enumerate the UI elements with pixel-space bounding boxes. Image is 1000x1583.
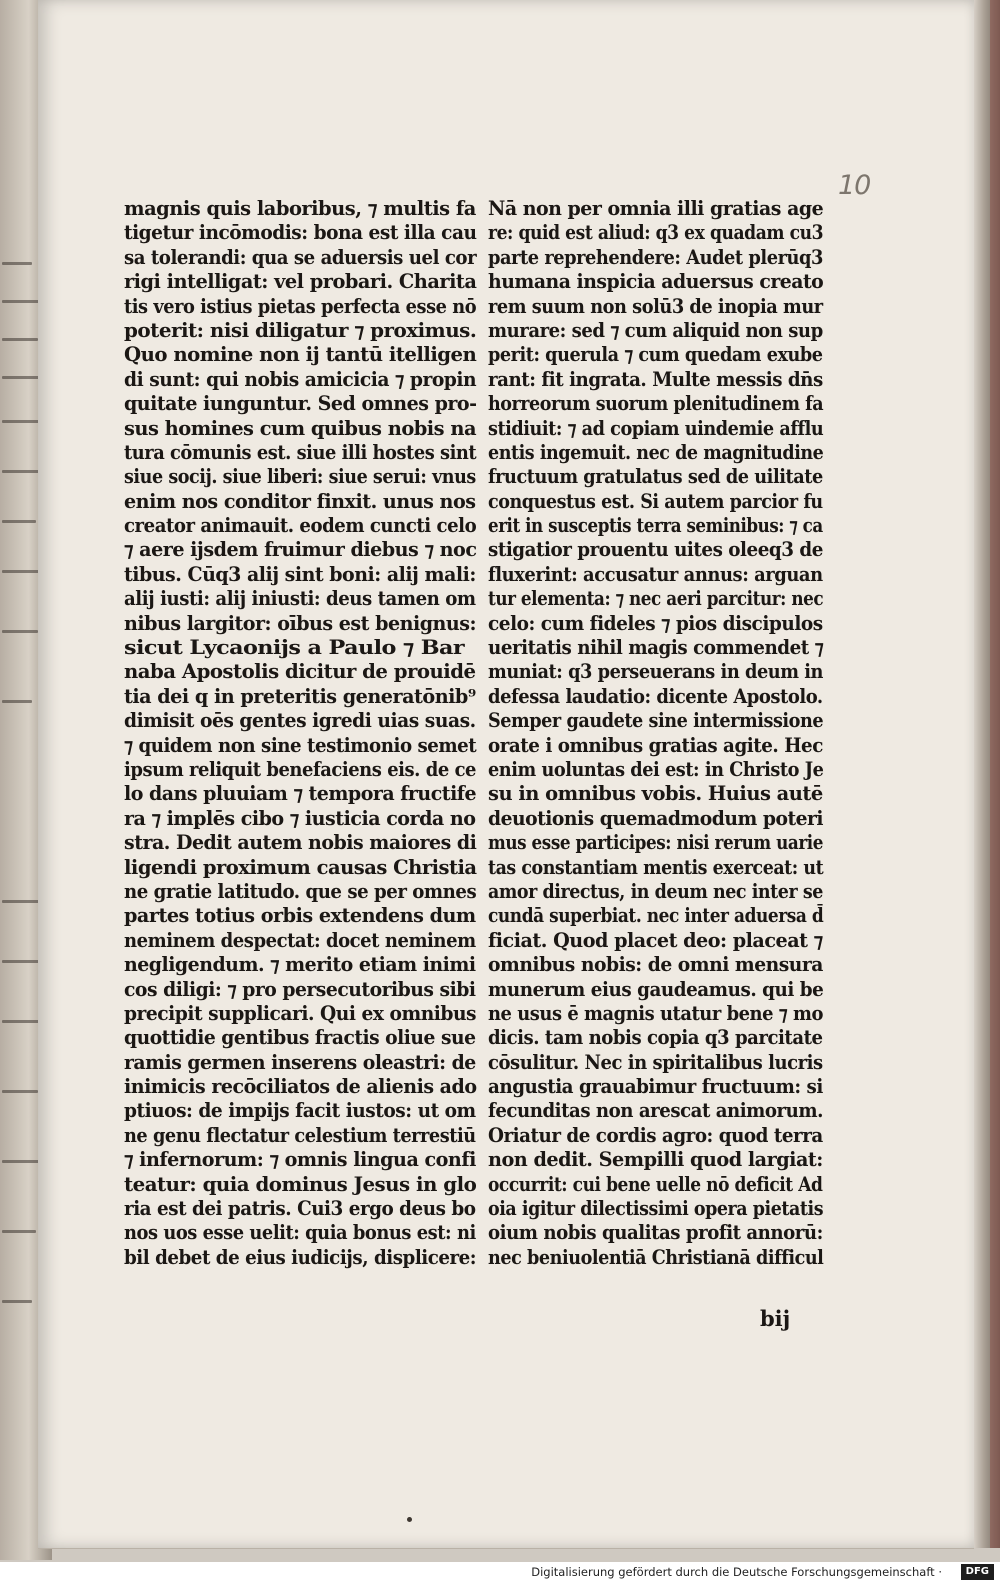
text-line: sa tolerandi: qua se aduersis uel cor xyxy=(124,245,477,269)
text-line: ⁊ aere ijsdem fruimur diebus ⁊ noc xyxy=(124,538,477,562)
text-line: ptiuos: de impijs facit iustos: ut om xyxy=(124,1099,476,1123)
text-line: dicis. tam nobis copia q3 parcitate xyxy=(488,1026,823,1050)
page-edge-right xyxy=(974,0,1000,1548)
text-line: omnibus nobis: de omni mensura xyxy=(488,953,823,977)
text-line: erit in susceptis terra seminibus: ⁊ ca xyxy=(488,514,823,538)
text-line: creator animauit. eodem cuncti celo xyxy=(124,514,477,538)
signature-mark: bij xyxy=(760,1306,791,1331)
text-line: ⁊ infernorum: ⁊ omnis lingua confi xyxy=(124,1148,476,1172)
text-line: tur elementa: ⁊ nec aeri parcitur: nec xyxy=(488,587,824,611)
text-line: ⁊ quidem non sine testimonio semet xyxy=(124,733,477,757)
text-line: bil debet de eius iudicijs, displicere: xyxy=(124,1245,477,1269)
text-line: tura cōmunis est. siue illi hostes sint xyxy=(124,440,477,464)
text-line: siue socij. siue liberi: siue serui: vnus xyxy=(124,465,476,489)
text-line: ramis germen inserens oleastri: de xyxy=(124,1050,476,1074)
text-line: stra. Dedit autem nobis maiores di xyxy=(124,831,477,855)
text-line: ne genu flectatur celestium terrestiū xyxy=(124,1123,476,1147)
text-line: fluxerint: accusatur annus: arguan xyxy=(488,562,823,586)
text-line: angustia grauabimur fructuum: si xyxy=(488,1075,823,1099)
text-line: stidiuit: ⁊ ad copiam uindemie afflu xyxy=(488,416,824,440)
text-line: cōsulitur. Nec in spiritalibus lucris xyxy=(488,1050,823,1074)
text-line: Nā non per omnia illi gratias age xyxy=(488,197,824,220)
text-line: ueritatis nihil magis commendet ⁊ xyxy=(488,636,824,660)
text-line: quitate iunguntur. Sed omnes pro- xyxy=(124,392,477,416)
text-line: tigetur incōmodis: bona est illa cau xyxy=(124,221,477,245)
text-line: non dedit. Sempilli quod largiat: xyxy=(488,1148,823,1172)
text-line: su in omnibus vobis. Huius autē xyxy=(488,782,823,806)
text-line: perit: querula ⁊ cum quedam exube xyxy=(488,343,823,367)
text-line: defessa laudatio: dicente Apostolo. xyxy=(488,684,823,708)
text-line: Semper gaudete sine intermissione xyxy=(488,709,824,733)
folio-number: 10 xyxy=(838,170,871,201)
text-line: re: quid est aliud: q3 ex quadam cu3 xyxy=(488,221,824,245)
text-line: ria est dei patris. Cui3 ergo deus bo xyxy=(124,1197,476,1221)
text-line: rem suum non solū3 de inopia mur xyxy=(488,294,823,318)
text-line: ra ⁊ implēs cibo ⁊ iusticia corda no xyxy=(124,806,476,830)
text-line: nibus largitor: oībus est benignus: xyxy=(124,611,477,635)
text-line: magnis quis laboribus, ⁊ multis fa xyxy=(124,197,476,220)
text-line: parte reprehendere: Audet plerūq3 xyxy=(488,245,823,269)
text-line: mus esse participes: nisi rerum uarie xyxy=(488,831,823,855)
text-line: partes totius orbis extendens dum xyxy=(124,904,476,928)
dfg-logo: DFG xyxy=(961,1564,994,1580)
text-line: ficiat. Quod placet deo: placeat ⁊ xyxy=(488,928,823,952)
text-line: sus homines cum quibus nobis na xyxy=(124,416,477,440)
text-line: orate i omnibus gratias agite. Hec xyxy=(488,733,823,757)
text-line: inimicis recōciliatos de alienis ado xyxy=(124,1075,477,1099)
text-line: cundā superbiat. nec inter aduersa d̄ xyxy=(488,904,824,928)
text-line: quottidie gentibus fractis oliue sue xyxy=(124,1026,476,1050)
text-line: tibus. Cūq3 alij sint boni: alij mali: xyxy=(124,562,476,586)
text-line: humana inspicia aduersus creato xyxy=(488,270,824,294)
text-line: horreorum suorum plenitudinem fa xyxy=(488,392,824,416)
text-line: tas constantiam mentis exerceat: ut xyxy=(488,855,824,879)
text-line: fecunditas non arescat animorum. xyxy=(488,1099,823,1123)
text-line: ne usus ē magnis utatur bene ⁊ mo xyxy=(488,1001,823,1025)
text-line: enim uoluntas dei est: in Christo Je xyxy=(488,757,824,781)
text-line: neminem despectat: docet neminem xyxy=(124,928,476,952)
text-line: alij iusti: alij iniusti: deus tamen om xyxy=(124,587,476,611)
footer-credit: Digitalisierung gefördert durch die Deutsche Forschungsgemeinschaft · xyxy=(531,1565,942,1579)
text-line: rigi intelligat: vel probari. Charita xyxy=(124,270,477,294)
text-line: muniat: q3 perseuerans in deum in xyxy=(488,660,823,684)
text-line: entis ingemuit. nec de magnitudine xyxy=(488,440,824,464)
text-line: negligendum. ⁊ merito etiam inimi xyxy=(124,953,476,977)
text-line: ipsum reliquit benefaciens eis. de ce xyxy=(124,757,477,781)
text-line: teatur: quia dominus Jesus in glo xyxy=(124,1172,477,1196)
text-line: dimisit oēs gentes igredi uias suas. xyxy=(124,709,476,733)
text-line: di sunt: qui nobis amicicia ⁊ propin xyxy=(124,367,477,391)
text-line: cos diligi: ⁊ pro persecutoribus sibi xyxy=(124,977,476,1001)
text-line: deuotionis quemadmodum poteri xyxy=(488,806,824,830)
text-line: conquestus est. Si autem parcior fu xyxy=(488,489,823,513)
text-line: nec beniuolentiā Christianā difficul xyxy=(488,1245,824,1269)
ink-speck xyxy=(407,1517,412,1522)
text-line: munerum eius gaudeamus. qui be xyxy=(488,977,824,1001)
text-line: tia dei q in preteritis generatōnib⁹ xyxy=(124,684,476,708)
text-line: oia igitur dilectissimi opera pietatis xyxy=(488,1197,824,1221)
text-line: tis vero istius pietas perfecta esse nō xyxy=(124,294,477,318)
text-line: lo dans pluuiam ⁊ tempora fructife xyxy=(124,782,477,806)
text-line: nos uos esse uelit: quia bonus est: ni xyxy=(124,1221,476,1245)
text-line: Quo nomine non ij tantū itelligen xyxy=(124,343,477,367)
text-line: fructuum gratulatus sed de uilitate xyxy=(488,465,823,489)
text-line: poterit: nisi diligatur ⁊ proximus. xyxy=(124,318,477,342)
text-line: naba Apostolis dicitur de prouidē xyxy=(124,660,476,684)
text-line: Oriatur de cordis agro: quod terra xyxy=(488,1123,823,1147)
text-line: stigatior prouentu uites oleeq3 de xyxy=(488,538,823,562)
text-line: ligendi proximum causas Christia xyxy=(124,855,477,879)
text-line: sicut Lycaonijs a Paulo ⁊ Bar xyxy=(124,636,465,660)
footer-bar xyxy=(0,1562,1000,1583)
text-line: amor directus, in deum nec inter se xyxy=(488,879,823,903)
text-line: oium nobis qualitas profit annorū: xyxy=(488,1221,823,1245)
text-line: enim nos conditor finxit. unus nos xyxy=(124,489,476,513)
text-line: rant: fit ingrata. Multe messis dn̄s xyxy=(488,367,823,391)
text-line: murare: sed ⁊ cum aliquid non sup xyxy=(488,318,823,342)
text-line: celo: cum fideles ⁊ pios discipulos xyxy=(488,611,823,635)
left-text-column xyxy=(124,197,476,1270)
text-line: precipit supplicari. Qui ex omnibus xyxy=(124,1001,477,1025)
right-text-column xyxy=(488,197,823,1270)
text-line: ne gratie latitudo. que se per omnes xyxy=(124,879,477,903)
text-line: occurrit: cui bene uelle nō deficit Ad xyxy=(488,1172,823,1196)
